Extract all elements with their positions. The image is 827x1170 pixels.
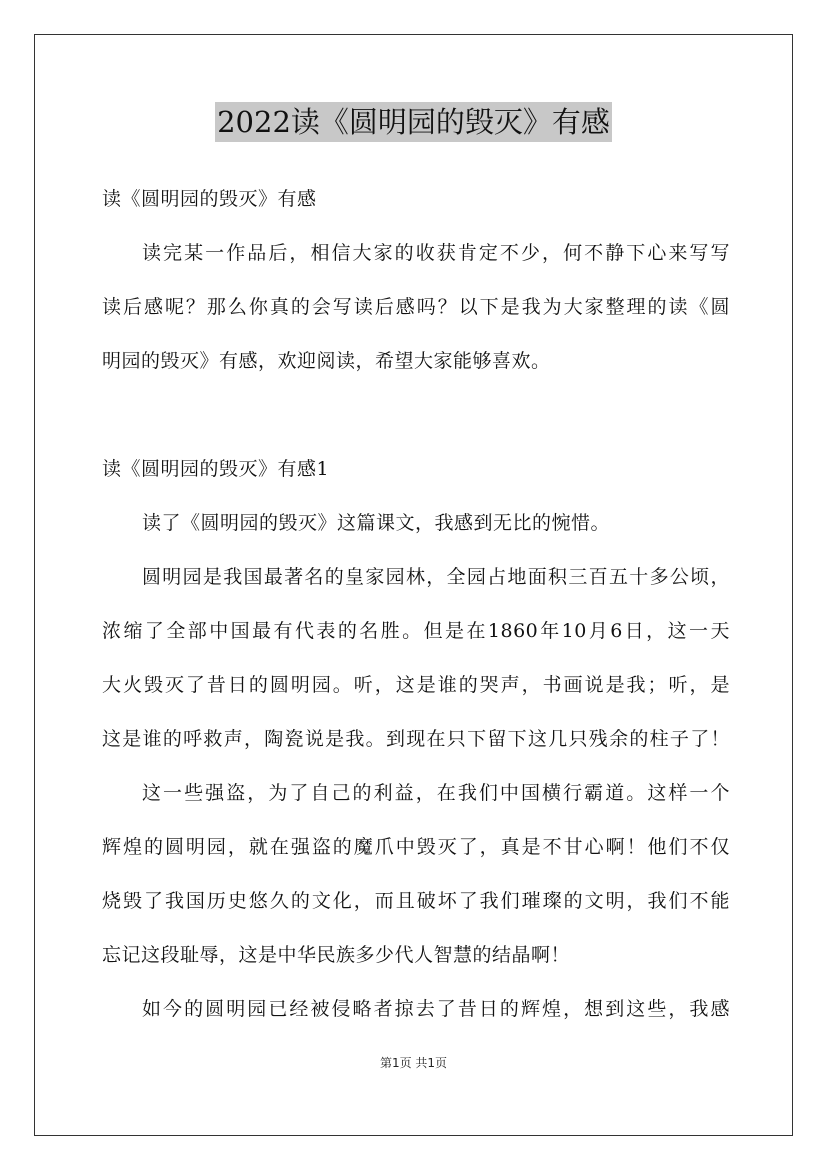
paragraph-line: 圆明园是我国最著名的皇家园林，全园占地面积三百五十多公顷，	[142, 566, 730, 588]
section-heading: 读《圆明园的毁灭》有感1	[102, 458, 330, 480]
document-body	[102, 172, 730, 1036]
paragraph-line: 烧毁了我国历史悠久的文化，而且破坏了我们璀璨的文明，我们不能	[102, 890, 730, 912]
paragraph-line: 明园的毁灭》有感，欢迎阅读，希望大家能够喜欢。	[102, 350, 551, 372]
document-title: 2022读《圆明园的毁灭》有感	[215, 102, 612, 142]
title-container	[0, 102, 827, 142]
paragraph-line: 读后感呢？那么你真的会写读后感吗？以下是我为大家整理的读《圆	[102, 296, 730, 318]
paragraph-line: 浓缩了全部中国最有代表的名胜。但是在1860年10月6日，这一天	[102, 620, 730, 642]
paragraph-line: 这一些强盗，为了自己的利益，在我们中国横行霸道。这样一个	[142, 782, 730, 804]
section-heading: 读《圆明园的毁灭》有感	[102, 188, 317, 210]
paragraph-line: 读了《圆明园的毁灭》这篇课文，我感到无比的惋惜。	[142, 512, 611, 534]
paragraph-line: 辉煌的圆明园，就在强盗的魔爪中毁灭了，真是不甘心啊！他们不仅	[102, 836, 730, 858]
paragraph-line: 读完某一作品后，相信大家的收获肯定不少，何不静下心来写写	[142, 242, 730, 264]
paragraph-line: 这是谁的呼救声，陶瓷说是我。到现在只下留下这几只残余的柱子了！	[102, 728, 730, 750]
page-footer: 第1页 共1页	[379, 1056, 448, 1070]
paragraph-line: 如今的圆明园已经被侵略者掠去了昔日的辉煌，想到这些，我感	[142, 998, 730, 1020]
paragraph-line: 忘记这段耻辱，这是中华民族多少代人智慧的结晶啊！	[102, 944, 571, 966]
blank-line	[102, 388, 730, 442]
paragraph-line: 大火毁灭了昔日的圆明园。听，这是谁的哭声，书画说是我；听，是	[102, 674, 730, 696]
